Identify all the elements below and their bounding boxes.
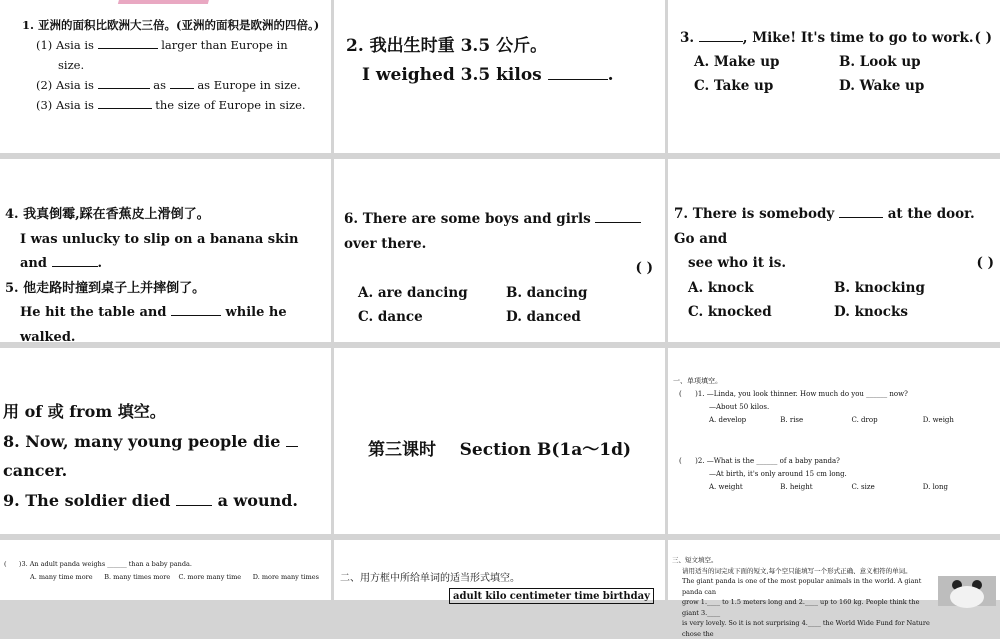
slide-cell-4[interactable] (0, 159, 331, 345)
q7-stem-line2: see who it is. ( ) (674, 251, 994, 276)
answer-paren[interactable]: ( ) (974, 30, 992, 46)
word-item: centimeter (509, 590, 572, 602)
answer-blank[interactable] (170, 79, 194, 89)
q4-zh: 4. 我真倒霉,踩在香蕉皮上滑倒了。 (5, 207, 210, 222)
answer-blank[interactable] (839, 206, 883, 218)
slide-cell-7[interactable] (0, 348, 331, 534)
answer-blank[interactable] (176, 491, 212, 505)
q1-zh: 1. 亚洲的面积比欧洲大三倍。(亚洲的面积是欧洲的四倍。) (22, 18, 320, 32)
q1-sub2: (2) Asia is as as Europe in size. (36, 78, 301, 92)
q6-paren-row (344, 256, 655, 281)
q2-zh: 2. 我出生时重 3.5 公斤。 (346, 36, 548, 56)
q7-options-row-2 (674, 300, 994, 325)
mc-question-1: ( )1. —Linda, you look thinner. How much do you ______ now? (679, 390, 908, 398)
mc-question-3: ( )3. An adult panda weighs ______ than a baby panda. (4, 560, 192, 568)
q3-options-row-2 (680, 74, 992, 98)
answer-blank[interactable] (52, 255, 98, 267)
q1-sub1: (1) Asia is larger than Europe in (36, 38, 288, 52)
option-a[interactable]: A. knock (688, 279, 754, 296)
mc-question-2: ( )2. —What is the ______ of a baby panda? (679, 457, 840, 465)
option-d[interactable]: D. danced (506, 309, 581, 325)
answer-blank[interactable] (98, 39, 158, 49)
mc-options-3 (4, 571, 327, 584)
cloze-line-2: grow 1.____ to 1.5 meters long and 2.____ up to 160 kg. People think the giant 3.____ (682, 598, 920, 617)
q6-options-row-2 (344, 305, 655, 330)
answer-paren[interactable]: ( ) (976, 255, 994, 271)
slide-cell-9[interactable] (668, 348, 1000, 534)
answer-blank[interactable] (595, 211, 641, 223)
option-d[interactable]: D. long (922, 483, 949, 491)
option-d[interactable]: D. weigh (922, 416, 954, 424)
word-box (449, 588, 654, 604)
cloze-instruction: 请用适当的词完成下面的短文,每个空只能填写一个形式正确、意义相符的单词。 (682, 566, 912, 575)
mc-answer-2: —At birth, it's only around 15 cm long. (709, 470, 847, 478)
q7-stem: 7. There is somebody at the door. Go and (674, 206, 975, 247)
option-a[interactable]: A. many time more (30, 573, 93, 581)
q9-stem: 9. The soldier died a wound. (3, 490, 298, 510)
slide-cell-11[interactable] (334, 540, 665, 600)
word-item: birthday (602, 590, 650, 602)
option-c[interactable]: C. knocked (688, 304, 772, 320)
option-d[interactable]: D. knocks (834, 304, 908, 320)
answer-blank[interactable] (286, 432, 298, 446)
mc-answer-1: —About 50 kilos. (709, 403, 770, 411)
section-title-tag (118, 0, 212, 4)
q8-instruction: 用 of 或 from 填空。 (3, 402, 166, 421)
cloze-line-3: is very lovely. So it is not surprising 4.____ the World Wide Fund for Nature chose the (682, 619, 930, 638)
option-c[interactable]: C. size (851, 483, 875, 491)
option-c[interactable]: C. dance (358, 309, 423, 325)
q7-options-row-1 (674, 276, 994, 301)
option-a[interactable]: A. weight (709, 483, 743, 491)
option-d[interactable]: D. more many times (252, 573, 319, 581)
slide-cell-8[interactable] (334, 348, 665, 534)
option-b[interactable]: B. rise (780, 416, 804, 424)
spacer (673, 427, 994, 441)
mc-options-2 (673, 481, 994, 494)
option-d[interactable]: D. Wake up (839, 78, 925, 94)
q3-stem: 3. , Mike! It's time to go to work. ( ) (680, 26, 992, 50)
cloze-line-1: The giant panda is one of the most popular animals in the world. A giant panda can (682, 577, 922, 596)
option-a[interactable]: A. develop (709, 416, 747, 424)
q4-en: I was unlucky to slip on a banana skin and . (20, 231, 299, 271)
panda-face (950, 586, 984, 608)
slide-cell-12[interactable] (668, 540, 1000, 638)
q1-sub3: (3) Asia is the size of Europe in size. (36, 98, 306, 112)
answer-blank[interactable] (98, 99, 152, 109)
answer-blank[interactable] (699, 30, 743, 42)
option-b[interactable]: B. Look up (839, 54, 921, 70)
option-b[interactable]: B. height (780, 483, 813, 491)
q5-zh: 5. 他走路时撞到桌子上并摔倒了。 (5, 280, 206, 296)
q5-en: He hit the table and while he walked. (20, 305, 287, 345)
slide-cell-5[interactable] (334, 159, 665, 342)
q8-stem: 8. Now, many young people die cancer. (3, 427, 325, 486)
option-b[interactable]: B. dancing (506, 284, 588, 301)
lesson-title: 第三课时 Section B(1a～1d) (367, 439, 632, 460)
answer-blank[interactable] (548, 65, 608, 80)
q6-options-row-1 (344, 281, 655, 306)
word-item: kilo (485, 590, 507, 602)
q3-options-row-1 (680, 50, 992, 74)
mc-options-1 (673, 414, 994, 427)
word-item: adult (453, 590, 483, 602)
answer-blank[interactable] (98, 79, 150, 89)
option-c[interactable]: C. more many time (178, 573, 242, 581)
panda-image (938, 576, 996, 606)
option-b[interactable]: B. many times more (104, 573, 171, 581)
slide-cell-10[interactable] (0, 540, 331, 600)
slide-cell-2[interactable] (334, 0, 665, 153)
slide-cell-3[interactable] (668, 0, 1000, 153)
section-heading: 一、单项填空。 (673, 377, 722, 385)
q1-sub1-tail: size. (58, 58, 85, 72)
word-item: time (574, 590, 600, 602)
option-b[interactable]: B. knocking (834, 279, 925, 296)
q2-en: I weighed 3.5 kilos . (362, 65, 614, 85)
option-a[interactable]: A. are dancing (358, 284, 468, 301)
slide-cell-1[interactable] (0, 0, 331, 153)
option-c[interactable]: C. Take up (694, 78, 774, 94)
answer-paren[interactable]: ( ) (635, 260, 653, 276)
answer-blank[interactable] (171, 304, 221, 316)
slide-cell-6[interactable] (668, 159, 1000, 342)
section-heading: 三、短文填空。 (672, 556, 718, 564)
section-heading: 二、用方框中所给单词的适当形式填空。 (340, 573, 520, 584)
option-c[interactable]: C. drop (851, 416, 878, 424)
spacer (673, 441, 994, 455)
q6-stem: 6. There are some boys and girls over there. (344, 207, 655, 256)
option-a[interactable]: A. Make up (694, 54, 780, 70)
